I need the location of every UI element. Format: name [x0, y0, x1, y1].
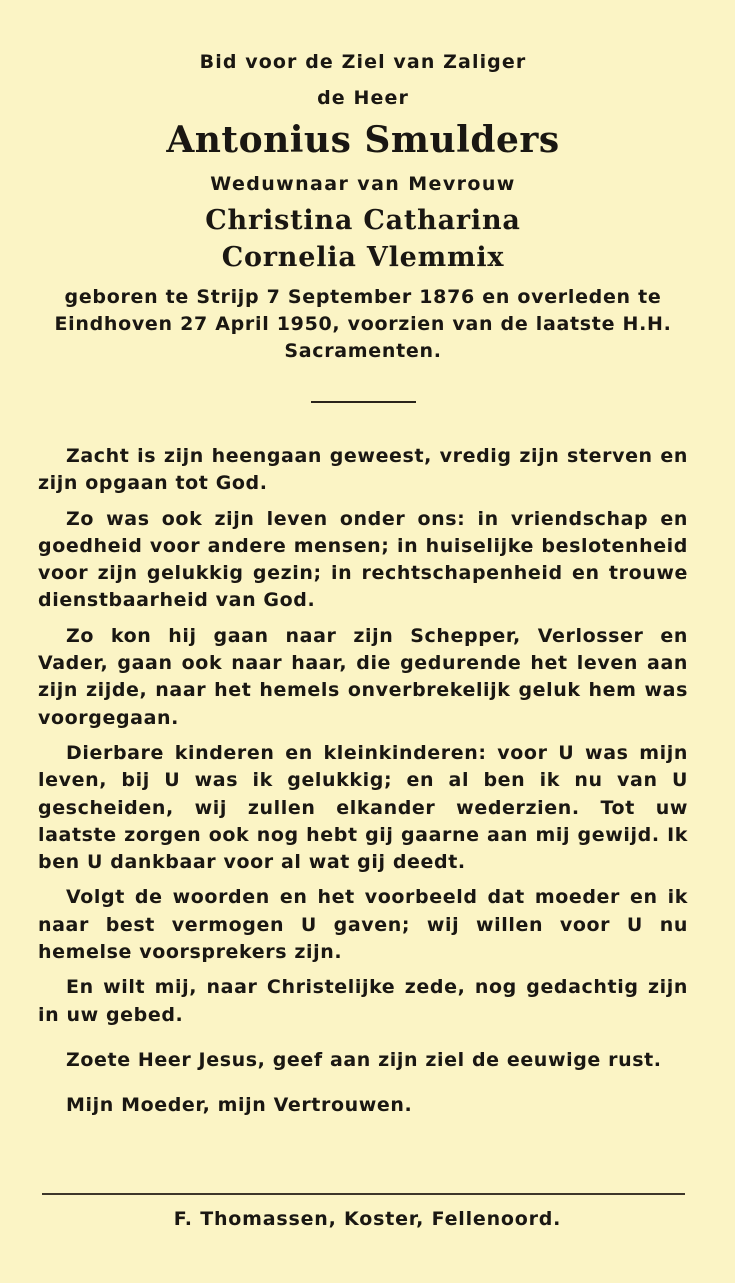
paragraph: Dierbare kinderen en kleinkinderen: voor U was mijn leven, bij U was ik gelukkig; en al ben ik nu van U gescheiden, wij zullen elkander wederzien. Tot uw laatste zorgen ook nog hebt gij gaarne aan mij gewijd. Ik ben U dankbaar voor al wat gij deedt. [38, 741, 688, 874]
paragraph: En wilt mij, naar Christelijke zede, nog gedachtig zijn in uw gebed. [38, 976, 688, 1026]
paragraph: Zacht is zijn heengaan geweest, vredig zijn sterven en zijn opgaan tot God. [38, 445, 688, 495]
title-line: de Heer [317, 87, 409, 109]
paragraph: Zoete Heer Jesus, geef aan zijn ziel de eeuwige rust. [66, 1048, 662, 1071]
wife-name-line-1: Christina Catharina [205, 205, 521, 236]
printer-credit: F. Thomassen, Koster, Fellenoord. [173, 1208, 562, 1230]
paragraph: Volgt de woorden en het voorbeeld dat moeder en ik naar best vermogen U gaven; wij willen voor U nu hemelse voorsprekers zijn. [38, 886, 688, 964]
paragraph: Zo was ook zijn leven onder ons: in vriendschap en goedheid voor andere mensen; in huiselijke beslotenheid voor zijn gelukkig gezin; in rechtschapenheid en trouwe dienstbaarheid van God. [38, 507, 688, 612]
deceased-name: Antonius Smulders [166, 119, 560, 161]
paragraph: Mijn Moeder, mijn Vertrouwen. [66, 1094, 413, 1117]
wife-name-line-2: Cornelia Vlemmix [221, 242, 505, 273]
birth-death-text: geboren te Strijp 7 September 1876 en overleden te Eindhoven 27 April 1950, voorzien van de laatste H.H. Sacramenten. [54, 286, 672, 362]
footer-divider [42, 1193, 685, 1195]
paragraph: Zo kon hij gaan naar zijn Schepper, Verlosser en Vader, gaan ook naar haar, die gedurende het leven aan zijn zijde, naar het hemels onverbrekelijk geluk hem was voorgegaan. [38, 624, 688, 729]
prayer-text [38, 443, 688, 1120]
widower-line: Weduwnaar van Mevrouw [210, 173, 516, 195]
divider [311, 401, 416, 403]
prayer-line: Bid voor de Ziel van Zaliger [199, 51, 527, 73]
